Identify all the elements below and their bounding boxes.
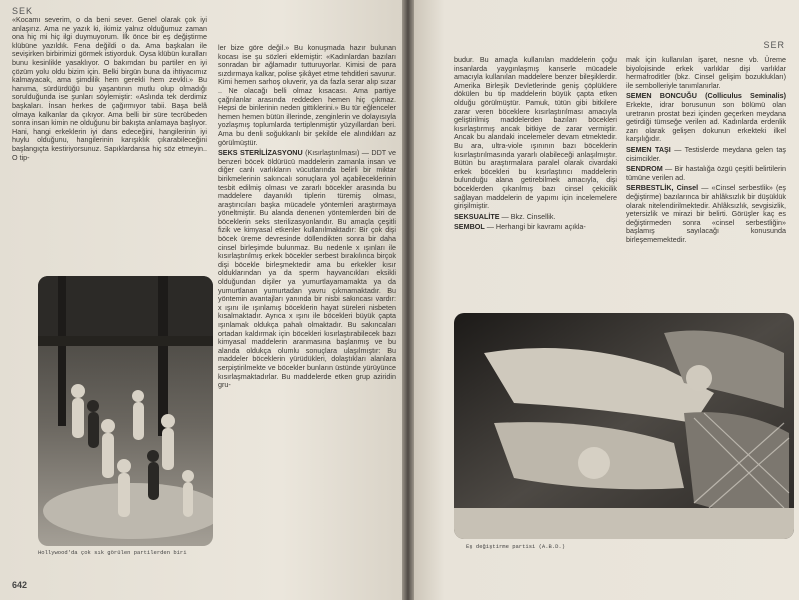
entry-text-seksualite: — Bkz. Cinsellik. <box>501 211 556 221</box>
entry-head-semen-tasi: SEMEN TAŞI <box>626 144 671 154</box>
entry-text-serbestlik: — «Cinsel serbestlik» (eş değiştirme) bazılarınca bir ahlâksızlık bir düşüklük olarak nitelendirilmektedir. Ahlâksızlık, sevgisizlik, yetersizlik ve mirazi bir belirti. Görüşler kaç es değiştirmeden sonra «cinsel serbestliğin» başlamış sayılacağı konusunda birleşememektedir. <box>626 183 786 244</box>
left-column-1 <box>12 16 207 164</box>
running-head-left: SEK <box>12 6 34 16</box>
entry-text-seks-sterilizasyonu: (Kısırlaştırılması) — DDT ve benzeri böcek öldürücü maddelerin zamanla insan ve diğer canlı varlıkların vücutlarında belirli bir miktar birikmelerinin sakıncalı sonuçlara yol açabileceklerinin tesbit edilmiş olması ve zararlı böcekler arasında bu maddelere dayanıklı tiplerin türemiş olması, araştırıcıları başka mücadele yöntemleri araştırmaya yöneltmiştir. Bu alanda denenen yöntemlerden biri de böceklerin seks sterilizasyonlarıdır. Bu amaçla çeşitli fizik ve kimyasal etkenler kullanılmaktadır: Bir çok dişi böcek üreme devresinde döllendikten sonra bir daha cinsel birleşimde bulunmaz. Bu nedenle x ışınları ile kısırlaştırılmış erkek böcekler serbest bırakılınca birçok dişi böcekle birleşmektedir ama bu erkekler kısır olduklarından ya da sperm hayvancıkları eksikli olduğundan dişiler ya yumurtlayamamakta ya da yumurtlanan yumurtadan yavru çıkmamaktadır. Bu yöntemin avantajları yanında bir nisbi sakıncası vardır: x ışını ile ışınlamış böceklerin hayat süreleri nisbeten kısalmaktadır. Ayrıca x ışını ile böcekleri büyük çapta ışınlamak oldukça pahalı olmaktadır. Bu sakıncaları ortadan kaldırmak için böcekleri kısırlaştırabilecek bazı kimyasal maddelerin aranmasına başlanmış ve bu alanda oldukça olumlu sonuçlara ulaşılmıştır: Bu maddeler böceklerin yürüdükleri, dolaştıkları alanlara serpiştirilmekte ve böcekler bunların üstünde yürüyünce kısırlaşmaktadırlar. Bu maddelerde etken grup aziridin gru- <box>218 148 397 390</box>
right-col1-text-a: budur. Bu amaçla kullanılan maddelerin çoğu insanlarda yaygınlaşmış kanserle mücadele amacıyla kullanılan maddelere benzer bileşiklerdir. Amerika Birleşik Devletlerinde geniş çöplüklere dökülen bu tip maddelerin büyük çapta etken olduğu görülmüştür. Pamuk, tütün gibi bitkilere zarar veren böceklere kısırlaştırılması amacıyla geliştirilmiş maddelerden bazıları böcekleri kısırlaştırmış ancak bitkiye de zarar vermiştir. Ancak bu alandaki incelemeler devam etmektedir. Bu ara, ultra-viole ışınının bazı böceklerin kısırlaştırılmasında yararlı olabileceği anlaşılmıştır. Bütün bu araştırmalara paralel olarak civardaki erkek böcekleri bu kısırlaştırıcı maddelerin bulunduğu alana getirebilmek amacıyla, dişi böceklerden çıkarılmış bazı cinsel çekicilik sağlayan maddelerin de yapımı için incelemelere girişilmiştir. <box>454 55 617 211</box>
running-head-right: SER <box>763 40 785 50</box>
entry-head-serbestlik: SERBESTLİK, Cinsel <box>626 183 699 193</box>
entry-text-sembol: — Herhangi bir kavramı açıkla- <box>486 222 586 232</box>
page-number: 642 <box>12 580 28 590</box>
party-photo <box>38 276 213 546</box>
swap-party-photo <box>454 313 794 539</box>
right-photo-caption: Eş değiştirme partisi (A.B.D.) <box>466 543 566 550</box>
entry-text-semen-tasi: — Testislerde meydana gelen taş cisimcikler. <box>626 144 786 163</box>
left-col1-text: «Kocamı severim, o da beni sever. Genel olarak çok iyi anlaşırız. Ama ne yazık ki, ikimiz yalnız olduğumuz zaman ona hiç mi hiç ilgi duymuyorum. İlk önce bir eş değiştirme klübüne yazıldık. Fena değildi o da. Ama başkaları ile sevişirken birbirimizi görmek istiyorduk. Oysa klübün kuralları bunu kesinlikle yasaklıyor. O bakımdan bu partiler en iyi çözüm yolu oldu bizim için. Belki birgün buna da ihtiyacımız kalmayacak, ama şimdilik hem gerekli hem zevkli.» Bu hanıma, sürdürdüğü bu yaşantının mutlu olup olmadığı sorulduğunda ise şunları söylemiştir: «Aslında tek derdimiz başkaları. İnsan herkes de çağırmıyor tabii. Başa belâ olmaya kalkanlar da çıkıyor. Ama belli bir süre tecrübeden sonra insan kimin ne olduğunu bir bakışta anlamaya başlıyor. Hani, hangi erkeklerin iyi dans edeceğini, hangilerinin iyi huylu olduğunu, hangilerinin karışıklık çıkarabileceğini başlangıçta kestiriyorsunuz. Sapıklardansa hiç söz etmeyin.. O tip- <box>12 15 207 162</box>
book-gutter <box>402 0 414 600</box>
right-col2-text-a: mak için kullanılan işaret, nesne vb. Üreme biyolojisinde erkek varlıklar dişi varlıklar hermafroditler (bkz. Cinsel gelişim bozuklukları) ile sembolleriyle tanımlanırlar. <box>626 55 786 90</box>
right-page <box>414 0 799 600</box>
entry-head-sembol: SEMBOL <box>454 222 485 232</box>
entry-head-seksualite: SEKSUALİTE <box>454 211 500 221</box>
entry-head-seks-sterilizasyonu: SEKS STERİLİZASYONU <box>218 148 303 158</box>
entry-head-sendrom: SENDROM <box>626 164 663 174</box>
entry-head-semen-boncugu: SEMEN BONCUĞU (Colliculus Seminalis) <box>626 91 786 101</box>
left-col2-text-a: ler bize göre değil.» Bu konuşmada hazır bulunan kocası ise şu sözleri eklemiştir: «Kadınlardan bazıları sonradan bir ağlamadır tutturuyorlar. Kimisi de para sızdırmaya kalkar, polise şikâyet etme tehditleri savurur. Kimi hemen sarhoş oluverir, ya da fazla serar alıp sızar .. Ne olacağı belli olmaz kısacası. Ama partiye çağrılanlar arasında reddeden hemen hiç çıkmaz. Hepsi de birilerinin neden gittiklerini.» Bu tür eğlenceler hemen hemen bütün illerinde, zenginlerin ve dolayısıyla yozlaşmış toplumlarda tertiplenmiştir yüzyıllardan beri. Ama bu denli soğukkanlı bir şekilde ele alındıkları az görülmüştür. <box>218 43 396 147</box>
left-photo-caption: Hollywood'da çok sık görülen partilerden biri <box>38 549 187 556</box>
left-column-2 <box>218 44 396 392</box>
entry-text-semen-boncugu: Erkekte, idrar borusunun son bölümü olan uretranın prostat bezi içinden geçerken meydana getirdiği tümseğe verilen ad. Kadınlarda erdenlik zarı olarak gelişen dokunun erkekteki ilkel karşılığıdır. <box>626 99 786 144</box>
right-column-2 <box>626 56 786 246</box>
right-column-1 <box>454 56 617 234</box>
entry-text-sendrom: — Bir hastalığa özgü çeşitli belirtilerin tümüne verilen ad. <box>626 164 786 182</box>
